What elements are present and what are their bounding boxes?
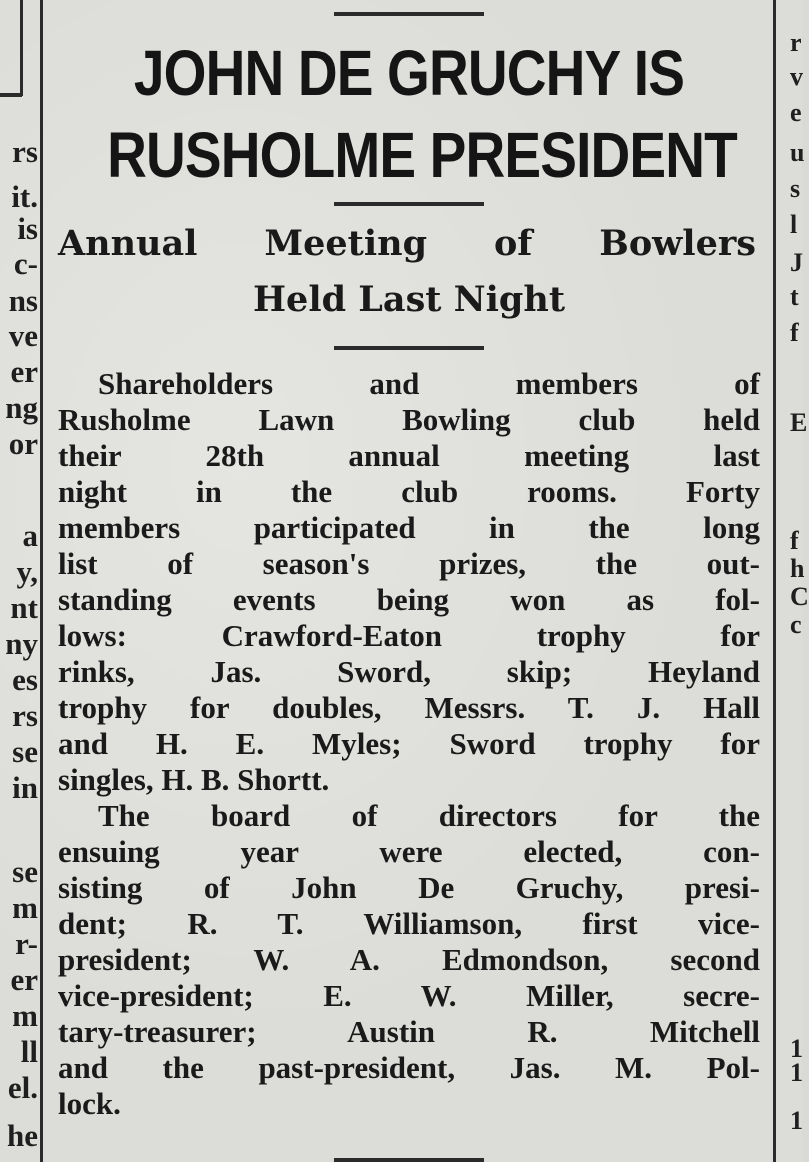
subhead-word: of (493, 223, 533, 264)
right-fragment: 1 (790, 1058, 803, 1087)
paragraph-line: and H. E. Myles; Sword trophy for (58, 726, 760, 761)
left-column-rule (40, 0, 43, 1162)
left-fragment: se (12, 854, 38, 889)
right-fragment: 1 (790, 1034, 803, 1063)
right-adjacent-column (776, 0, 809, 1162)
left-column-bar (0, 93, 22, 97)
paragraph-line: dent; R. T. Williamson, first vice- (58, 906, 760, 941)
paragraph-line: ensuing year were elected, con- (58, 834, 760, 869)
left-fragment: or (8, 426, 38, 461)
paragraph-line: standing events being won as fol- (58, 582, 760, 617)
headline-divider (334, 202, 484, 206)
left-fragment: y, (16, 554, 38, 589)
paragraph-line: members participated in the long (58, 510, 760, 545)
paragraph-line: list of season's prizes, the out- (58, 546, 760, 581)
right-fragment: 1 (790, 1106, 803, 1135)
right-fragment: h (790, 554, 805, 583)
paragraph-line: tary-treasurer; Austin R. Mitchell (58, 1014, 760, 1049)
left-fragment: ny (5, 626, 38, 661)
subhead-word: Bowlers (599, 223, 756, 264)
paragraph-line: Rusholme Lawn Bowling club held (58, 402, 760, 437)
right-fragment: l (790, 210, 798, 239)
left-fragment: in (12, 770, 38, 805)
paragraph-line: lock. (58, 1086, 121, 1121)
left-fragment: m (12, 998, 38, 1033)
subhead-word: Meeting (264, 223, 428, 264)
news-article (58, 0, 760, 1162)
left-fragment: es (12, 662, 38, 697)
bottom-divider (334, 1158, 484, 1162)
left-fragment: r- (15, 926, 38, 961)
right-fragment: r (790, 28, 802, 57)
left-fragment: er (10, 354, 38, 389)
left-fragment: ng (5, 390, 38, 425)
article-paragraph-2 (58, 798, 760, 1122)
subhead-line-1 (58, 224, 760, 264)
paragraph-line: trophy for doubles, Messrs. T. J. Hall (58, 690, 760, 725)
left-fragment: er (10, 962, 38, 997)
right-fragment: t (790, 282, 799, 311)
paragraph-line: The board of directors for the (98, 798, 760, 833)
right-fragment: u (790, 138, 805, 167)
paragraph-line: singles, H. B. Shortt. (58, 762, 330, 797)
paragraph-line: Shareholders and members of (98, 366, 760, 401)
left-fragment: it. (11, 179, 38, 214)
right-fragment: s (790, 174, 801, 203)
left-fragment: c- (13, 246, 38, 281)
left-column-rule-fragment (20, 0, 23, 96)
left-fragment: he (7, 1118, 38, 1153)
left-adjacent-column (0, 0, 40, 1162)
paragraph-line: their 28th annual meeting last (58, 438, 760, 473)
article-paragraph-1 (58, 366, 760, 798)
left-fragment: rs (12, 698, 38, 733)
left-fragment: nt (10, 590, 38, 625)
right-fragment: J (790, 248, 803, 277)
paragraph-line: rinks, Jas. Sword, skip; Heyland (58, 654, 760, 689)
left-fragment: se (12, 734, 38, 769)
top-divider (334, 12, 484, 16)
left-fragment: ve (8, 318, 38, 353)
subhead-divider (334, 346, 484, 350)
right-fragment: E (790, 408, 808, 437)
left-fragment: ns (8, 283, 38, 318)
left-fragment: m (12, 890, 38, 925)
left-fragment: rs (12, 134, 38, 169)
paragraph-line: vice-president; E. W. Miller, secre- (58, 978, 760, 1013)
right-fragment: c (790, 610, 802, 639)
paragraph-line: night in the club rooms. Forty (58, 474, 760, 509)
paragraph-line: and the past-president, Jas. M. Pol- (58, 1050, 760, 1085)
subhead-word: Annual (58, 223, 198, 264)
right-fragment: v (790, 62, 803, 91)
subhead-line-2: Held Last Night (252, 279, 565, 320)
right-fragment: C (790, 582, 809, 611)
left-fragment: a (22, 518, 38, 553)
paragraph-line: president; W. A. Edmondson, second (58, 942, 760, 977)
headline-line-2: RUSHOLME PRESIDENT (107, 119, 737, 191)
right-fragment: e (790, 98, 802, 127)
headline-line-1: JOHN DE GRUCHY IS (133, 37, 685, 109)
left-fragment: ll (20, 1034, 38, 1069)
left-fragment: el. (7, 1070, 38, 1105)
right-fragment: f (790, 526, 799, 555)
paragraph-line: sisting of John De Gruchy, presi- (58, 870, 760, 905)
right-fragment: f (790, 318, 799, 347)
paragraph-line: lows: Crawford-Eaton trophy for (58, 618, 760, 653)
left-fragment: is (17, 211, 38, 246)
